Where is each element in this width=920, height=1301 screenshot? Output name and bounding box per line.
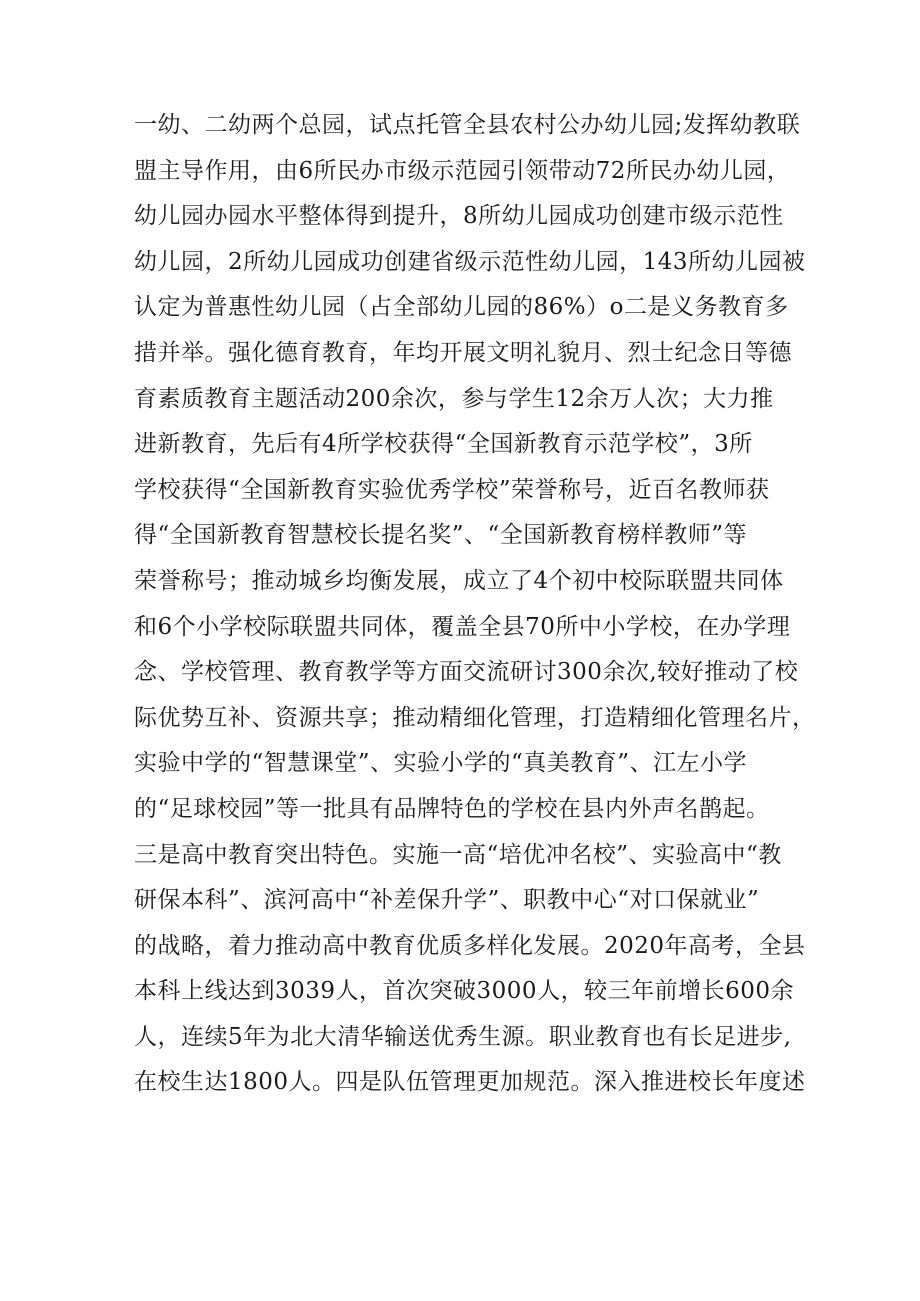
text-line: 一幼、二幼两个总园，试点托管全县农村公办幼儿园;发挥幼教联: [134, 112, 801, 138]
text-line: 本科上线达到3039人，首次突破3000人，较三年前增长600余: [134, 978, 794, 1005]
text-line: 际优势互补、资源共享；推动精细化管理，打造精细化管理名片，: [134, 704, 816, 731]
text-line: 认定为普惠性幼儿园（占全部幼儿园的86%）o二是义务教育多: [134, 294, 789, 321]
text-line: 幼儿园，2所幼儿园成功创建省级示范性幼儿园，143所幼儿园被: [134, 248, 806, 275]
text-line: 盟主导作用，由6所民办市级示范园引领带动72所民办幼儿园，: [134, 157, 791, 184]
text-line: 措并举。强化德育教育，年均开展文明礼貌月、烈士纪念日等德: [134, 339, 792, 366]
body-paragraph: [134, 103, 816, 1106]
text-line: 育素质教育主题活动200余次，参与学生12余万人次；大力推: [134, 385, 774, 412]
text-line: 荣誉称号；推动城乡均衡发展，成立了4个初中校际联盟共同体: [134, 567, 784, 594]
text-line: 实验中学的“智慧课堂”、实验小学的“真美教育”、江左小学: [134, 750, 748, 777]
text-line: 幼儿园办园水平整体得到提升，8所幼儿园成功创建市级示范性: [134, 203, 784, 230]
text-line: 进新教育，先后有4所学校获得“全国新教育示范学校”，3所: [134, 431, 753, 458]
text-line: 的战略，着力推动高中教育优质多样化发展。2020年高考，全县: [134, 932, 806, 959]
text-line: 研保本科”、滨河高中“补差保升学”、职教中心“对口保就业”: [134, 887, 760, 914]
text-line: 和6个小学校际联盟共同体，覆盖全县70所中小学校，在办学理: [134, 613, 791, 640]
text-line: 学校获得“全国新教育实验优秀学校”荣誉称号，近百名教师获: [134, 476, 770, 503]
text-line: 的“足球校园”等一批具有品牌特色的学校在县内外声名鹊起。: [134, 795, 770, 822]
text-line: 三是高中教育突出特色。实施一高“培优冲名校”、实验高中“教: [134, 841, 782, 868]
text-line: 念、学校管理、教育教学等方面交流研讨300余次,较好推动了校: [134, 659, 799, 686]
text-line: 得“全国新教育智慧校长提名奖”、“全国新教育榜样教师”等: [134, 522, 748, 549]
text-line: 人，连续5年为北大清华输送优秀生源。职业教育也有长足进步,: [134, 1023, 792, 1050]
text-line: 在校生达1800人。四是队伍管理更加规范。深入推进校长年度述: [134, 1069, 806, 1096]
